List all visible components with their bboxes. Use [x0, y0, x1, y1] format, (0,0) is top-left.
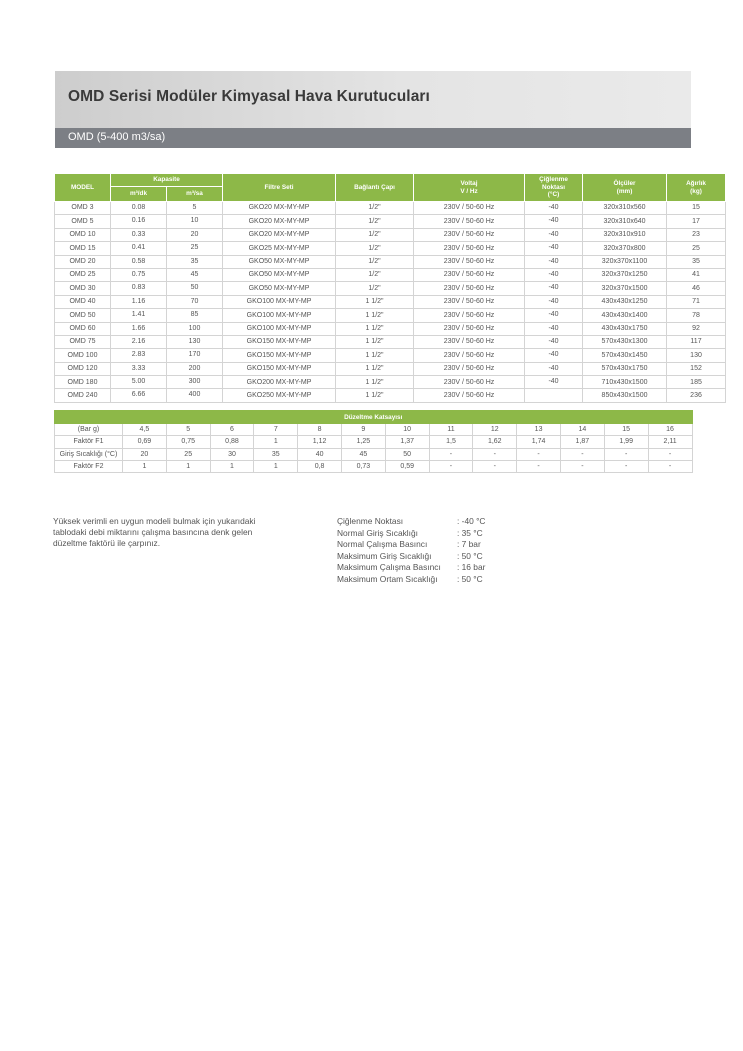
cell-kg: 130: [667, 349, 726, 362]
condition-label: Normal Giriş Sıcaklığı: [337, 527, 418, 538]
cell-model: OMD 240: [55, 389, 111, 402]
cell-model: OMD 60: [55, 322, 111, 335]
cell-conn: 1 1/2": [336, 362, 414, 375]
factor-cell: 0,69: [123, 436, 167, 448]
header-model: MODEL: [55, 174, 111, 202]
cell-m3sa: 20: [167, 228, 223, 241]
cell-dew: -40: [525, 215, 583, 228]
cell-dims: 320x310x640: [583, 215, 667, 228]
condition-row: [337, 539, 485, 551]
cell-filter: GKO25 MX-MY-MP: [223, 242, 336, 255]
factor-cell: 16: [648, 424, 692, 436]
usage-note: Yüksek verimli en uygun modeli bulmak için yukarıdaki tablodaki debi miktarını çalışma basıncına denk gelen düzeltme faktörü ile çarpınız.: [53, 516, 256, 549]
header-voltage: [414, 174, 525, 202]
table-row: [55, 460, 693, 472]
cell-m3dk: 1.66: [111, 322, 167, 335]
factor-row-label: Giriş Sıcaklığı (°C): [55, 448, 123, 460]
cell-volt: 230V / 50-60 Hz: [414, 242, 525, 255]
factor-cell: 0,8: [298, 460, 342, 472]
cell-model: OMD 100: [55, 349, 111, 362]
factor-cell: 2,11: [648, 436, 692, 448]
header-voltage-line1: Voltaj: [460, 180, 478, 187]
cell-conn: 1 1/2": [336, 376, 414, 389]
factor-cell: 7: [254, 424, 298, 436]
cell-m3dk: 0.16: [111, 215, 167, 228]
header-connection: Bağlantı Çapı: [336, 174, 414, 202]
cell-dims: 320x310x560: [583, 202, 667, 215]
cell-dims: 430x430x1250: [583, 295, 667, 308]
cell-dew: -40: [525, 335, 583, 348]
factor-cell: 1,5: [429, 436, 473, 448]
cell-model: OMD 15: [55, 242, 111, 255]
cell-m3sa: 10: [167, 215, 223, 228]
cell-conn: 1 1/2": [336, 335, 414, 348]
factor-cell: 0,59: [385, 460, 429, 472]
factor-cell: 50: [385, 448, 429, 460]
factor-cell: -: [429, 460, 473, 472]
condition-label: Maksimum Ortam Sıcaklığı: [337, 573, 438, 584]
condition-value: : 7 bar: [457, 539, 481, 549]
condition-row: [337, 528, 485, 540]
factor-cell: -: [517, 460, 561, 472]
spec-table-body: [55, 202, 726, 403]
cell-filter: GKO100 MX-MY-MP: [223, 322, 336, 335]
header-weight: [667, 174, 726, 202]
cell-volt: 230V / 50-60 Hz: [414, 362, 525, 375]
cell-volt: 230V / 50-60 Hz: [414, 255, 525, 268]
cell-conn: 1 1/2": [336, 389, 414, 402]
condition-value: : 35 °C: [457, 527, 483, 538]
cell-dew: -40: [525, 282, 583, 295]
factor-cell: 1: [210, 460, 254, 472]
factor-cell: 1: [254, 460, 298, 472]
cell-kg: 25: [667, 242, 726, 255]
factor-cell: 10: [385, 424, 429, 436]
cell-dew: -40: [525, 202, 583, 215]
factor-cell: -: [473, 460, 517, 472]
factor-cell: -: [648, 448, 692, 460]
cell-conn: 1/2": [336, 228, 414, 241]
cell-conn: 1/2": [336, 282, 414, 295]
factor-cell: 35: [254, 448, 298, 460]
cell-model: OMD 120: [55, 362, 111, 375]
table-row: [55, 309, 726, 322]
cell-kg: 185: [667, 376, 726, 389]
cell-volt: 230V / 50-60 Hz: [414, 309, 525, 322]
factor-cell: 9: [341, 424, 385, 436]
cell-dew: -40: [525, 349, 583, 362]
cell-volt: 230V / 50-60 Hz: [414, 215, 525, 228]
factor-cell: -: [429, 448, 473, 460]
table-row: [55, 335, 726, 348]
cell-dims: 320x370x1100: [583, 255, 667, 268]
table-row: [55, 255, 726, 268]
cell-conn: 1/2": [336, 215, 414, 228]
cell-m3dk: 0.08: [111, 202, 167, 215]
cell-m3dk: 0.83: [111, 282, 167, 295]
factor-cell: -: [648, 460, 692, 472]
cell-m3sa: 25: [167, 242, 223, 255]
cell-m3sa: 170: [167, 349, 223, 362]
cell-volt: 230V / 50-60 Hz: [414, 202, 525, 215]
factor-cell: 0,73: [341, 460, 385, 472]
table-row: [55, 282, 726, 295]
correction-factor-body: [55, 424, 693, 473]
factor-cell: -: [517, 448, 561, 460]
table-row: [55, 424, 693, 436]
cell-filter: GKO100 MX-MY-MP: [223, 309, 336, 322]
cell-m3sa: 70: [167, 295, 223, 308]
cell-dims: 320x370x1500: [583, 282, 667, 295]
condition-row: [337, 551, 485, 563]
header-dimensions: [583, 174, 667, 202]
factor-cell: 1,12: [298, 436, 342, 448]
cell-filter: GKO20 MX-MY-MP: [223, 202, 336, 215]
header-dew-line3: (°C): [547, 191, 560, 199]
factor-cell: 1,62: [473, 436, 517, 448]
cell-filter: GKO50 MX-MY-MP: [223, 268, 336, 281]
cell-m3dk: 1.16: [111, 295, 167, 308]
correction-factor-table: [54, 410, 693, 473]
header-dew-point: [525, 174, 583, 202]
page-subtitle: OMD (5-400 m3/sa): [68, 131, 166, 143]
factor-row-label: Faktör F1: [55, 436, 123, 448]
factor-cell: 5: [166, 424, 210, 436]
cell-volt: 230V / 50-60 Hz: [414, 349, 525, 362]
cell-conn: 1/2": [336, 268, 414, 281]
condition-value: : -40 °C: [457, 516, 486, 526]
condition-row: [337, 574, 485, 586]
cell-volt: 230V / 50-60 Hz: [414, 322, 525, 335]
page-title: OMD Serisi Modüler Kimyasal Hava Kurutucuları: [68, 88, 430, 105]
factor-cell: 30: [210, 448, 254, 460]
cell-model: OMD 25: [55, 268, 111, 281]
factor-cell: 13: [517, 424, 561, 436]
table-row: [55, 448, 693, 460]
factor-cell: 1,74: [517, 436, 561, 448]
header-unit-m3dk: m³/dk: [111, 187, 167, 202]
header-weight-line2: (kg): [690, 187, 702, 195]
cell-dew: -40: [525, 255, 583, 268]
cell-filter: GKO150 MX-MY-MP: [223, 335, 336, 348]
cell-model: OMD 20: [55, 255, 111, 268]
cell-model: OMD 180: [55, 376, 111, 389]
cell-kg: 17: [667, 215, 726, 228]
cell-conn: 1 1/2": [336, 349, 414, 362]
cell-dims: 430x430x1400: [583, 309, 667, 322]
spec-table: [54, 173, 726, 403]
header-unit-m3sa: m³/sa: [167, 187, 223, 202]
factor-cell: 12: [473, 424, 517, 436]
cell-dims: 710x430x1500: [583, 376, 667, 389]
cell-volt: 230V / 50-60 Hz: [414, 335, 525, 348]
cell-conn: 1/2": [336, 255, 414, 268]
cell-filter: GKO50 MX-MY-MP: [223, 282, 336, 295]
factor-cell: 1,37: [385, 436, 429, 448]
cell-m3sa: 50: [167, 282, 223, 295]
header-capacity: Kapasite: [111, 174, 223, 187]
cell-dew: -40: [525, 362, 583, 375]
cell-m3sa: 45: [167, 268, 223, 281]
cell-conn: 1 1/2": [336, 295, 414, 308]
header-filter: Filtre Seti: [223, 174, 336, 202]
cell-dims: 850x430x1500: [583, 389, 667, 402]
cell-dims: 570x430x1300: [583, 335, 667, 348]
condition-row: [337, 516, 485, 528]
table-row: [55, 349, 726, 362]
cell-dew: -40: [525, 322, 583, 335]
cell-filter: GKO150 MX-MY-MP: [223, 349, 336, 362]
operating-conditions: [337, 516, 485, 585]
cell-kg: 15: [667, 202, 726, 215]
cell-m3sa: 400: [167, 389, 223, 402]
cell-m3sa: 300: [167, 376, 223, 389]
factor-cell: 0,88: [210, 436, 254, 448]
cell-volt: 230V / 50-60 Hz: [414, 389, 525, 402]
table-row: [55, 228, 726, 241]
factor-cell: -: [560, 460, 604, 472]
title-band: [55, 71, 691, 128]
header-dims-line1: Ölçüler: [613, 180, 636, 187]
table-row: [55, 295, 726, 308]
factor-cell: 1: [123, 460, 167, 472]
condition-value: : 50 °C: [457, 573, 483, 584]
cell-model: OMD 3: [55, 202, 111, 215]
factor-cell: 0,75: [166, 436, 210, 448]
cell-volt: 230V / 50-60 Hz: [414, 228, 525, 241]
cell-model: OMD 50: [55, 309, 111, 322]
table-row: [55, 389, 726, 402]
cell-m3sa: 100: [167, 322, 223, 335]
factor-row-label: (Bar g): [55, 424, 123, 436]
cell-m3dk: 2.83: [111, 349, 167, 362]
header-dims-line2: (mm): [616, 187, 633, 195]
cell-dims: 320x370x800: [583, 242, 667, 255]
condition-label: Çiğlenme Noktası: [337, 516, 404, 526]
header-dew-line2: Noktası: [541, 183, 566, 191]
factor-cell: 4,5: [123, 424, 167, 436]
header-voltage-line2: V / Hz: [460, 187, 478, 195]
cell-dew: -40: [525, 268, 583, 281]
cell-model: OMD 10: [55, 228, 111, 241]
cell-dims: 570x430x1750: [583, 362, 667, 375]
cell-filter: GKO250 MX-MY-MP: [223, 389, 336, 402]
condition-value: : 16 bar: [457, 562, 486, 572]
factor-cell: 11: [429, 424, 473, 436]
cell-m3dk: 0.75: [111, 268, 167, 281]
cell-filter: GKO100 MX-MY-MP: [223, 295, 336, 308]
cell-dew: -40: [525, 376, 583, 389]
cell-m3sa: 5: [167, 202, 223, 215]
factor-row-label: Faktör F2: [55, 460, 123, 472]
cell-kg: 92: [667, 322, 726, 335]
correction-factor-title: Düzeltme Katsayısı: [55, 411, 693, 424]
condition-value: : 50 °C: [457, 550, 483, 561]
factor-cell: 15: [604, 424, 648, 436]
cell-filter: GKO20 MX-MY-MP: [223, 215, 336, 228]
cell-model: OMD 30: [55, 282, 111, 295]
cell-conn: 1/2": [336, 242, 414, 255]
cell-m3dk: 0.33: [111, 228, 167, 241]
cell-m3dk: 6.66: [111, 389, 167, 402]
cell-m3dk: 3.33: [111, 362, 167, 375]
factor-cell: 45: [341, 448, 385, 460]
cell-model: OMD 75: [55, 335, 111, 348]
factor-cell: -: [604, 448, 648, 460]
cell-volt: 230V / 50-60 Hz: [414, 282, 525, 295]
table-row: [55, 362, 726, 375]
cell-dims: 430x430x1750: [583, 322, 667, 335]
cell-m3dk: 1.41: [111, 309, 167, 322]
cell-kg: 117: [667, 335, 726, 348]
cell-kg: 152: [667, 362, 726, 375]
table-row: [55, 202, 726, 215]
cell-m3dk: 0.41: [111, 242, 167, 255]
cell-m3dk: 2.16: [111, 335, 167, 348]
cell-volt: 230V / 50-60 Hz: [414, 268, 525, 281]
header-dew-line1: Çiğlenme: [539, 176, 568, 184]
cell-m3sa: 130: [167, 335, 223, 348]
table-row: [55, 242, 726, 255]
cell-volt: 230V / 50-60 Hz: [414, 295, 525, 308]
factor-cell: -: [473, 448, 517, 460]
factor-cell: 40: [298, 448, 342, 460]
table-row: [55, 376, 726, 389]
cell-dims: 320x310x910: [583, 228, 667, 241]
cell-dew: [525, 389, 583, 402]
cell-m3sa: 200: [167, 362, 223, 375]
condition-label: Normal Çalışma Basıncı: [337, 539, 428, 549]
factor-cell: 6: [210, 424, 254, 436]
factor-cell: 1,25: [341, 436, 385, 448]
condition-label: Maksimum Giriş Sıcaklığı: [337, 550, 432, 561]
cell-filter: GKO150 MX-MY-MP: [223, 362, 336, 375]
factor-cell: 14: [560, 424, 604, 436]
cell-model: OMD 5: [55, 215, 111, 228]
factor-cell: -: [604, 460, 648, 472]
cell-filter: GKO200 MX-MY-MP: [223, 376, 336, 389]
factor-cell: -: [560, 448, 604, 460]
cell-conn: 1 1/2": [336, 322, 414, 335]
cell-filter: GKO20 MX-MY-MP: [223, 228, 336, 241]
factor-cell: 1,87: [560, 436, 604, 448]
cell-kg: 78: [667, 309, 726, 322]
cell-kg: 46: [667, 282, 726, 295]
factor-cell: 25: [166, 448, 210, 460]
table-row: [55, 322, 726, 335]
cell-kg: 23: [667, 228, 726, 241]
subtitle-band: [55, 128, 691, 148]
cell-kg: 236: [667, 389, 726, 402]
cell-m3dk: 5.00: [111, 376, 167, 389]
cell-kg: 35: [667, 255, 726, 268]
factor-cell: 8: [298, 424, 342, 436]
cell-filter: GKO50 MX-MY-MP: [223, 255, 336, 268]
factor-cell: 20: [123, 448, 167, 460]
condition-label: Maksimum Çalışma Basıncı: [337, 562, 441, 572]
factor-cell: 1: [166, 460, 210, 472]
cell-dew: -40: [525, 295, 583, 308]
cell-dims: 320x370x1250: [583, 268, 667, 281]
table-row: [55, 215, 726, 228]
cell-conn: 1/2": [336, 202, 414, 215]
factor-cell: 1,99: [604, 436, 648, 448]
cell-dew: -40: [525, 228, 583, 241]
cell-m3sa: 85: [167, 309, 223, 322]
cell-dims: 570x430x1450: [583, 349, 667, 362]
factor-cell: 1: [254, 436, 298, 448]
cell-volt: 230V / 50-60 Hz: [414, 376, 525, 389]
table-row: [55, 268, 726, 281]
table-row: [55, 436, 693, 448]
cell-kg: 41: [667, 268, 726, 281]
cell-conn: 1 1/2": [336, 309, 414, 322]
cell-dew: -40: [525, 242, 583, 255]
cell-m3dk: 0.58: [111, 255, 167, 268]
header-weight-line1: Ağırlık: [686, 180, 706, 187]
cell-kg: 71: [667, 295, 726, 308]
condition-row: [337, 562, 485, 574]
cell-m3sa: 35: [167, 255, 223, 268]
cell-dew: -40: [525, 309, 583, 322]
cell-model: OMD 40: [55, 295, 111, 308]
